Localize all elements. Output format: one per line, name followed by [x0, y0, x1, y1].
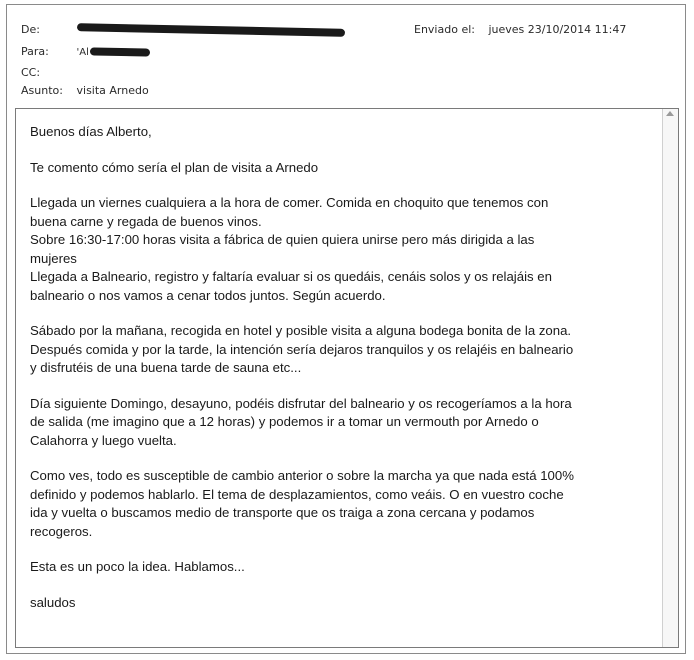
subject-label: Asunto:	[21, 84, 63, 97]
cc-row	[21, 66, 73, 79]
message-body[interactable]	[15, 108, 679, 648]
closing: saludos	[30, 594, 76, 610]
redacted-sender	[76, 23, 344, 37]
paragraph-changes: Como ves, todo es susceptible de cambio anterior o sobre la marcha ya que nada está 100% definido y podemos hablarlo. El tema de desplazamientos, como veáis. O en vuestro coche ida y vuelta o buscamos medio de transporte que os traiga a zona cercana y podamos recogeros.	[30, 468, 574, 539]
paragraph-sunday: Día siguiente Domingo, desayuno, podéis disfrutar del balneario y os recogeríamos a la hora de salida (me imagino que a 12 horas) y podemos ir a tomar un vermouth por Arnedo o Calahorra y luego vuelta.	[30, 395, 572, 448]
greeting: Buenos días Alberto,	[30, 124, 152, 139]
sent-row	[414, 23, 626, 36]
to-row	[21, 45, 150, 58]
paragraph-idea: Esta es un poco la idea. Hablamos...	[30, 559, 245, 574]
sent-value: jueves 23/10/2014 11:47	[488, 23, 627, 36]
redacted-recipient	[90, 47, 150, 56]
from-row	[21, 23, 345, 36]
to-label: Para:	[21, 45, 49, 58]
from-value	[77, 23, 345, 36]
paragraph-friday: Llegada un viernes cualquiera a la hora de comer. Comida en choquito que tenemos con buena carne y regada de buenos vinos. Sobre 16:30-17:00 horas visita a fábrica de quien quiera unirse pero más dirigida a las mujeres Llegada a Balneario, registro y faltaría evaluar si os quedáis, cenáis solos y os relajáis en balneario o nos vamos a cenar todos juntos. Según acuerdo.	[30, 195, 552, 303]
sent-label: Enviado el:	[414, 23, 475, 36]
scrollbar[interactable]	[662, 109, 678, 647]
scroll-up-arrow-icon[interactable]	[666, 111, 674, 116]
paragraph-saturday: Sábado por la mañana, recogida en hotel y posible visita a alguna bodega bonita de la zona. Después comida y por la tarde, la intención sería dejaros tranquilos y os relajéis en balneario y disfrutéis de una buena tarde de sauna etc...	[30, 323, 574, 375]
cc-label: CC:	[21, 66, 41, 79]
email-header	[7, 5, 685, 105]
email-window	[6, 4, 686, 654]
subject-row	[21, 84, 149, 97]
from-label: De:	[21, 23, 40, 36]
to-value: 'Al	[77, 45, 150, 58]
intro-paragraph: Te comento cómo sería el plan de visita a Arnedo	[30, 159, 319, 175]
message-text	[30, 123, 660, 629]
subject-value: visita Arnedo	[76, 84, 149, 97]
